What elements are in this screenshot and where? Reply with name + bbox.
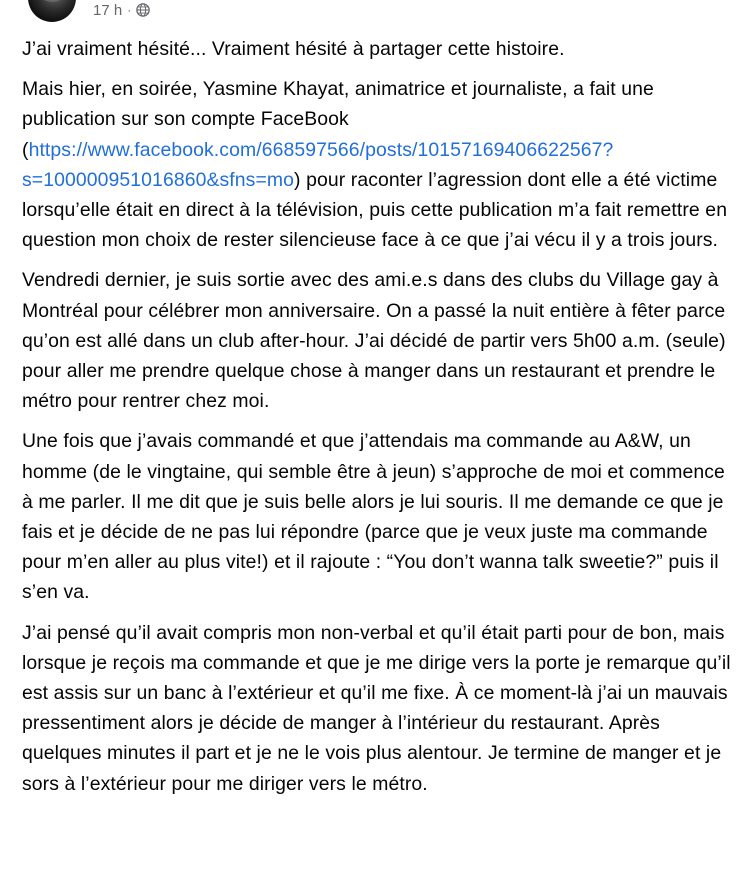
post-body (22, 34, 736, 809)
paragraph-1: J’ai vraiment hésité... Vraiment hésité à partager cette histoire. (22, 38, 565, 60)
paragraph-2 (22, 74, 736, 255)
paragraph-5: J’ai pensé qu’il avait compris mon non-verbal et qu’il était parti pour de bon, mais lorsque je reçois ma commande et que je me dirige vers la porte je remarque qu’il est assis sur un banc à l’extérieur et qu’il me fixe. À ce moment-là j’ai un mauvais pressentiment alors je décide de manger à l’intérieur du restaurant. Après quelques minutes il part et je ne le vois plus alentour. Je termine de manger et je sors à l’extérieur pour me diriger vers le métro. (22, 621, 731, 795)
globe-icon[interactable] (136, 3, 150, 17)
post-timestamp[interactable]: 17 h (93, 1, 123, 19)
avatar[interactable] (28, 0, 76, 22)
paragraph-4: Une fois que j’avais commandé et que j’attendais ma commande au A&W, un homme (de le vingtaine, qui semble être à jeun) s’approche de moi et commence à me parler. Il me dit que je suis belle alors je lui souris. Il me demande ce que je fais et je décide de ne pas lui répondre (parce que je veux juste ma commande pour m’en aller au plus vite!) et il rajoute : “You don’t wanna talk sweetie?” puis il s’en va. (22, 430, 725, 604)
paragraph-3: Vendredi dernier, je suis sortie avec des ami.e.s dans des clubs du Village gay à Montréal pour célébrer mon anniversaire. On a passé la nuit entière à fêter parce qu’on est allé dans un club after-hour. J’ai décidé de partir vers 5h00 a.m. (seule) pour aller me prendre quelque chose à manger dans un restaurant et prendre le métro pour rentrer chez moi. (22, 269, 726, 413)
paragraph-2-after-link: ) pour raconter l’agression dont elle a été victime lorsqu’elle était en direct à la télévision, puis cette publication m’a fait remettre en question mon choix de rester silencieuse face à ce que j’ai vécu il y a trois jours. (22, 168, 728, 252)
post-meta (93, 0, 150, 20)
post-header (0, 0, 752, 32)
facebook-post-link[interactable]: https://www.facebook.com/668597566/posts/10157169406622567?s=100000951016860&sfns=mo (22, 138, 614, 191)
paragraph-2-before-link: Mais hier, en soirée, Yasmine Khayat, animatrice et journaliste, a fait une publication sur son compte FaceBook ( (22, 78, 654, 161)
meta-separator: · (127, 3, 132, 17)
